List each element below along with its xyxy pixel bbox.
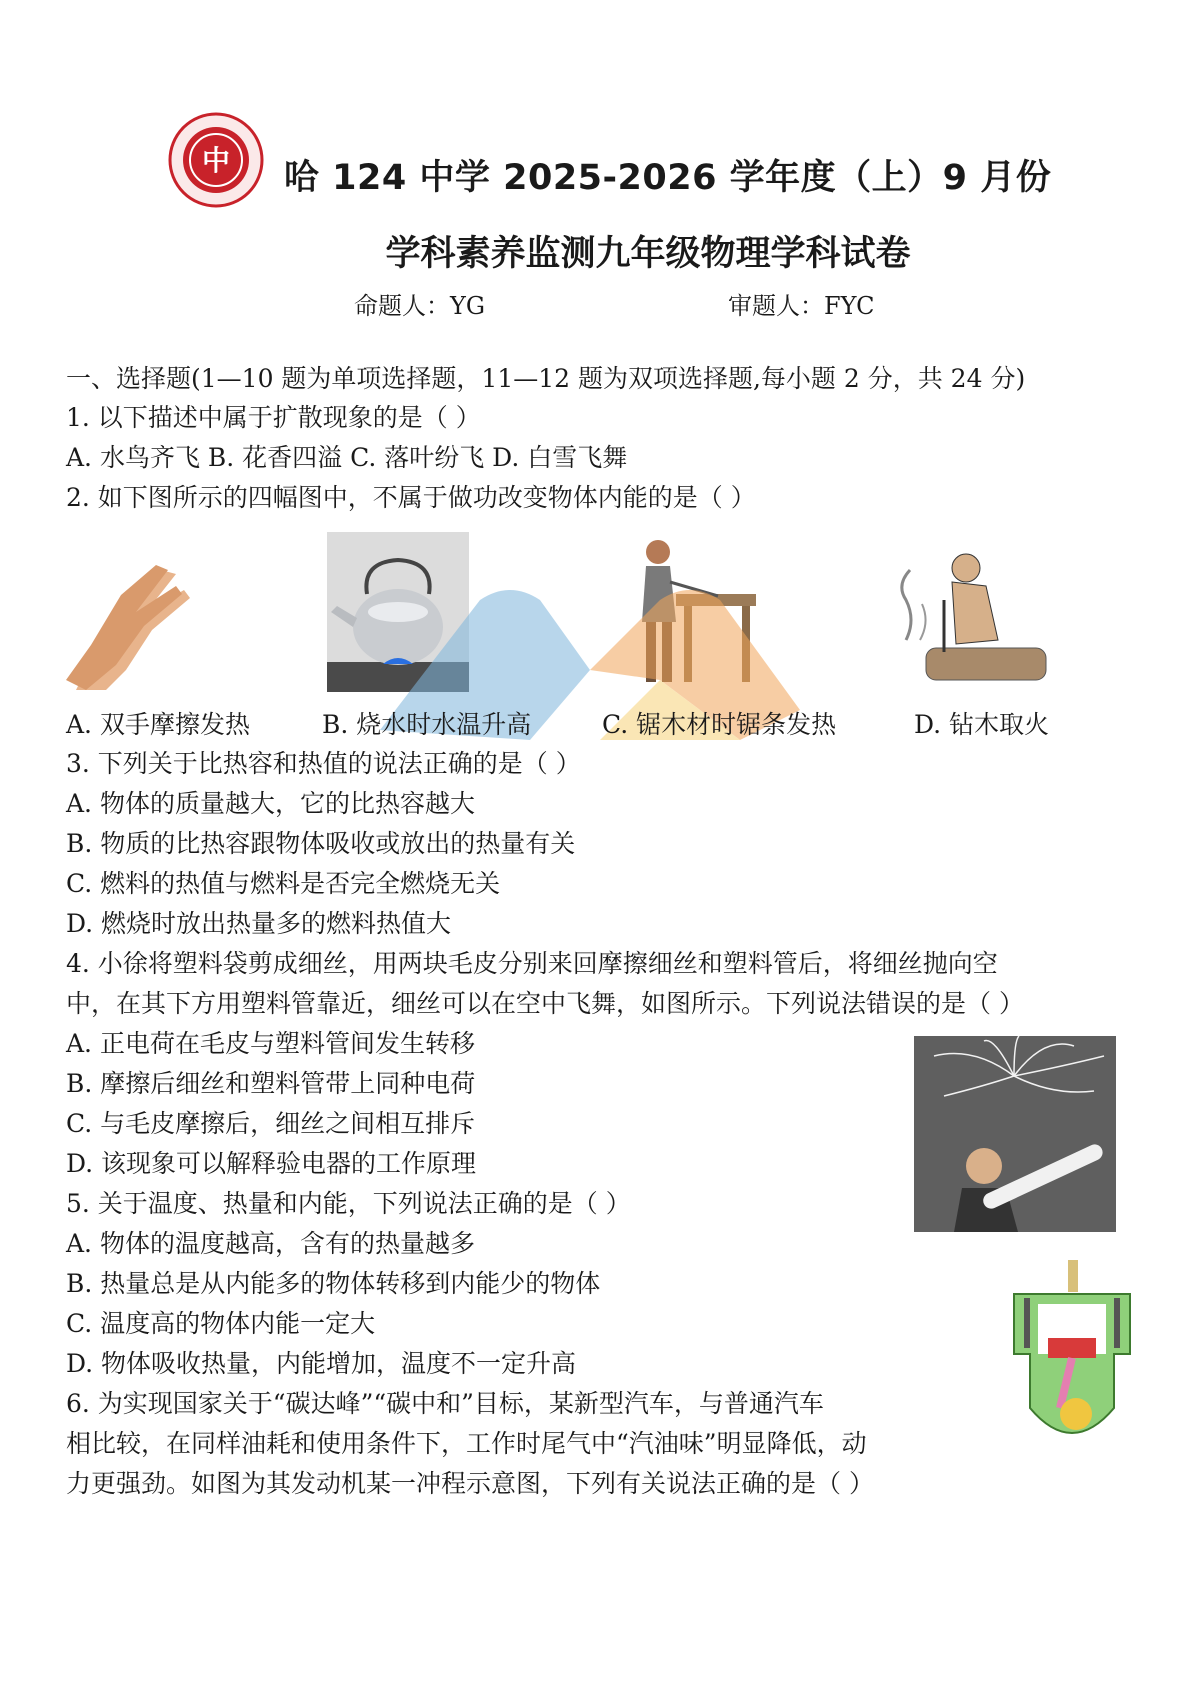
q5-option-d: D. 物体吸收热量，内能增加，温度不一定升高 bbox=[66, 1349, 577, 1378]
q1-options: A. 水鸟齐飞 B. 花香四溢 C. 落叶纷飞 D. 白雪飞舞 bbox=[66, 443, 628, 472]
q3-stem: 3. 下列关于比热容和热值的说法正确的是（ ） bbox=[66, 749, 581, 778]
q6-stem-line1: 6. 为实现国家关于“碳达峰”“碳中和”目标，某新型汽车，与普通汽车 bbox=[66, 1389, 824, 1418]
q4-stem-line1: 4. 小徐将塑料袋剪成细丝，用两块毛皮分别来回摩擦细丝和塑料管后，将细丝抛向空 bbox=[66, 949, 998, 978]
q2-option-b: B. 烧水时水温升高 bbox=[322, 710, 532, 739]
q6-stem-line3: 力更强劲。如图为其发动机某一冲程示意图，下列有关说法正确的是（ ） bbox=[66, 1469, 874, 1498]
q4-stem-line2: 中，在其下方用塑料管靠近，细丝可以在空中飞舞，如图所示。下列说法错误的是（ ） bbox=[66, 989, 1024, 1018]
hands-rubbing-image bbox=[66, 560, 202, 690]
exam-title-line2: 学科素养监测九年级物理学科试卷 bbox=[385, 234, 911, 274]
q2-stem: 2. 如下图所示的四幅图中，不属于做功改变物体内能的是（ ） bbox=[66, 483, 756, 512]
q4-option-d: D. 该现象可以解释验电器的工作原理 bbox=[66, 1149, 477, 1178]
question-reviewer: 审题人：FYC bbox=[728, 292, 875, 320]
logo-emblem-char: 中 bbox=[201, 144, 231, 177]
drilling-wood-fire-image bbox=[886, 540, 1054, 690]
q5-option-b: B. 热量总是从内能多的物体转移到内能少的物体 bbox=[66, 1269, 601, 1298]
q5-option-a: A. 物体的温度越高，含有的热量越多 bbox=[66, 1229, 475, 1258]
flying-strands-photo bbox=[914, 1036, 1116, 1232]
q1-stem: 1. 以下描述中属于扩散现象的是（ ） bbox=[66, 403, 481, 432]
q2-option-d: D. 钻木取火 bbox=[914, 710, 1050, 739]
question-setter: 命题人：YG bbox=[354, 292, 486, 320]
engine-stroke-diagram bbox=[1004, 1258, 1140, 1474]
q3-option-d: D. 燃烧时放出热量多的燃料热值大 bbox=[66, 909, 452, 938]
school-logo bbox=[168, 112, 264, 208]
q6-stem-line2: 相比较，在同样油耗和使用条件下，工作时尾气中“汽油味”明显降低，动 bbox=[66, 1429, 867, 1458]
q3-option-b: B. 物质的比热容跟物体吸收或放出的热量有关 bbox=[66, 829, 576, 858]
q4-option-c: C. 与毛皮摩擦后，细丝之间相互排斥 bbox=[66, 1109, 476, 1138]
q3-option-a: A. 物体的质量越大，它的比热容越大 bbox=[66, 789, 475, 818]
q3-option-c: C. 燃料的热值与燃料是否完全燃烧无关 bbox=[66, 869, 501, 898]
q2-option-c: C. 锯木材时锯条发热 bbox=[602, 710, 837, 739]
q5-option-c: C. 温度高的物体内能一定大 bbox=[66, 1309, 376, 1338]
q4-option-b: B. 摩擦后细丝和塑料管带上同种电荷 bbox=[66, 1069, 476, 1098]
section-heading: 一、选择题(1—10 题为单项选择题，11—12 题为双项选择题,每小题 2 分，共 24 分) bbox=[66, 364, 1026, 393]
q5-stem: 5. 关于温度、热量和内能，下列说法正确的是（ ） bbox=[66, 1189, 631, 1218]
q4-option-a: A. 正电荷在毛皮与塑料管间发生转移 bbox=[66, 1029, 475, 1058]
q2-option-a: A. 双手摩擦发热 bbox=[66, 710, 250, 739]
exam-title-line1: 哈 124 中学 2025-2026 学年度（上）9 月份 bbox=[284, 158, 1052, 198]
